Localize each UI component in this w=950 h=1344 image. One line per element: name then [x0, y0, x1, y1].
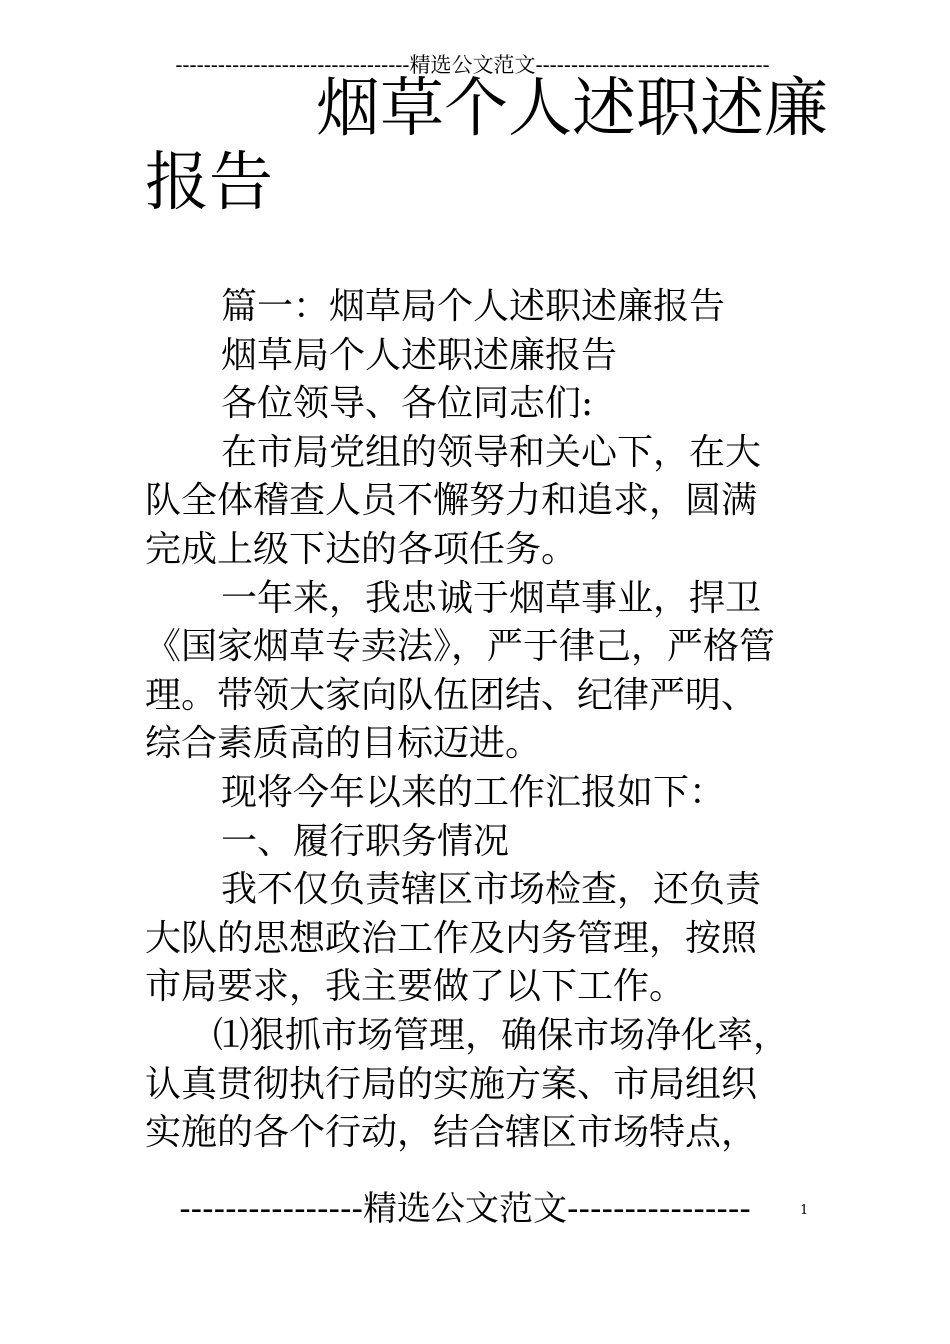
body-line: ⑴狠抓市场管理，确保市场净化率，: [213, 1014, 790, 1056]
body-line: 一年来，我忠诚于烟草事业，捍卫: [221, 577, 762, 619]
body-line: 篇一：烟草局个人述职述廉报告: [221, 286, 726, 327]
body-line: 在市局党组的领导和关心下，在大: [221, 431, 762, 473]
body-line: 完成上级下达的各项任务。: [145, 528, 578, 570]
body-line: 实施的各个行动，结合辖区市场特点，: [145, 1112, 758, 1154]
body-line: 《国家烟草专卖法》，严于律己，严格管: [145, 626, 776, 668]
document-title-line-2: 报告: [145, 146, 273, 220]
body-line: 理。带领大家向队伍团结、纪律严明、: [145, 674, 758, 716]
page-footer: ----------------精选公文范文----------------: [179, 1189, 751, 1229]
body-line: 烟草局个人述职述廉报告: [221, 334, 618, 376]
body-line: 认真贯彻执行局的实施方案、市局组织: [145, 1063, 758, 1105]
body-line: 一、履行职务情况: [221, 820, 510, 862]
body-line: 现将今年以来的工作汇报如下：: [221, 771, 726, 813]
body-line: 综合素质高的目标迈进。: [145, 723, 542, 765]
page-header: ---------------------------------精选公文范文---------------------------------: [175, 53, 770, 77]
document-title-line-1: 烟草个人述职述廉: [316, 72, 828, 146]
page-number: 1: [800, 1203, 809, 1218]
body-line: 队全体稽查人员不懈努力和追求，圆满: [145, 480, 758, 522]
body-line: 各位领导、各位同志们:: [221, 383, 594, 425]
body-line: 市局要求，我主要做了以下工作。: [145, 966, 686, 1008]
body-line: 我不仅负责辖区市场检查，还负责: [221, 869, 762, 911]
body-line: 大队的思想政治工作及内务管理，按照: [145, 917, 758, 959]
document-body: [145, 283, 815, 1158]
